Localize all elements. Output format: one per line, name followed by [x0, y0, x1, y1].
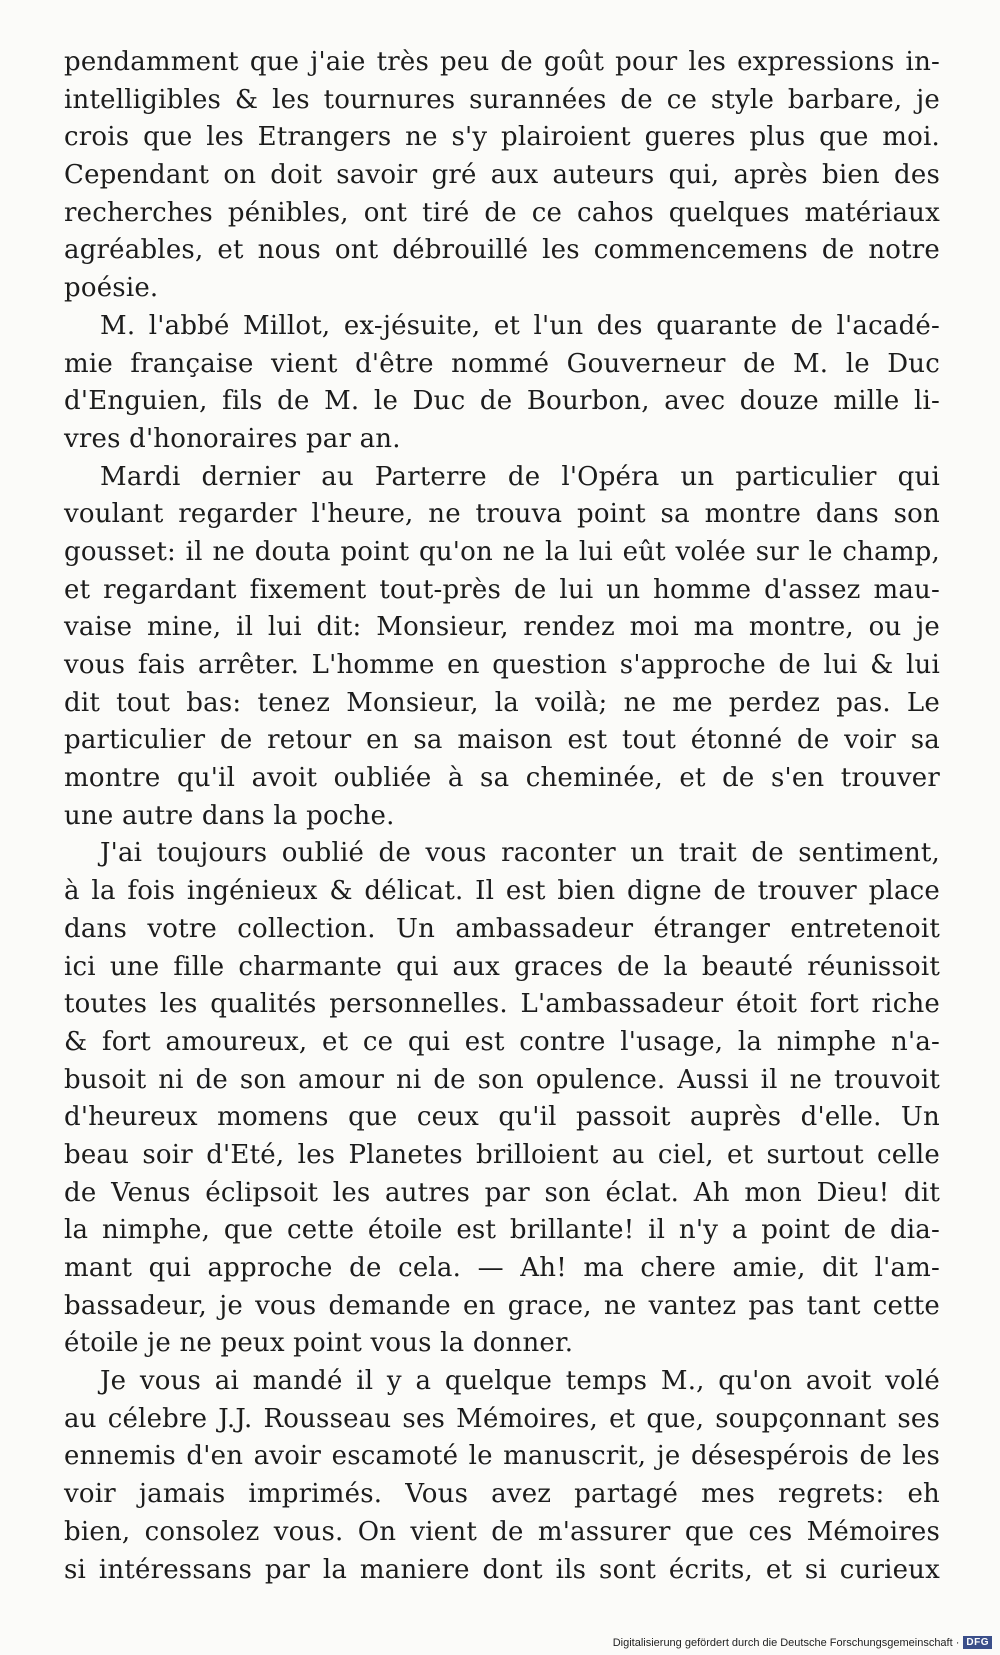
text-line: & fort amoureux, et ce qui est contre l'usage, la nimphe n'a-: [64, 1026, 940, 1057]
credit-text: Digitalisierung gefördert durch die Deutsche Forschungsgemeinschaft ·: [612, 1636, 960, 1649]
text-line: au célebre J.J. Rousseau ses Mémoires, et que, soupçonnant ses: [64, 1403, 940, 1434]
text-line: busoit ni de son amour ni de son opulence. Aussi il ne trouvoit: [64, 1064, 940, 1095]
text-line: mie française vient d'être nommé Gouverneur de M. le Duc: [64, 348, 940, 379]
text-line: voir jamais imprimés. Vous avez partagé mes regrets: eh: [64, 1479, 940, 1510]
text-line: étoile je ne peux point vous la donner.: [64, 1328, 574, 1359]
text-line: recherches pénibles, ont tiré de ce cahos quelques matériaux: [64, 197, 940, 228]
text-line: poésie.: [64, 273, 159, 304]
text-line: voulant regarder l'heure, ne trouva point sa montre dans son: [64, 499, 940, 530]
text-line: ici une fille charmante qui aux graces de la beauté réunissoit: [64, 951, 940, 982]
text-line: agréables, et nous ont débrouillé les commencemens de notre: [64, 235, 940, 266]
text-line: ennemis d'en avoir escamoté le manuscrit, je désespérois de les: [64, 1441, 940, 1472]
text-line: dans votre collection. Un ambassadeur étranger entretenoit: [64, 913, 940, 944]
text-line: à la fois ingénieux & délicat. Il est bien digne de trouver place: [64, 876, 940, 907]
text-line: dit tout bas: tenez Monsieur, la voilà; ne me perdez pas. Le: [64, 687, 940, 718]
text-line: de Venus éclipsoit les autres par son éclat. Ah mon Dieu! dit: [64, 1177, 940, 1208]
text-line: Je vous ai mandé il y a quelque temps M., qu'on avoit volé: [100, 1366, 940, 1397]
text-line: vous fais arrêter. L'homme en question s'approche de lui & lui: [64, 650, 940, 680]
text-line: vres d'honoraires par an.: [64, 423, 401, 454]
text-line: montre qu'il avoit oubliée à sa cheminée, et de s'en trouver: [64, 763, 940, 794]
text-line: particulier de retour en sa maison est tout étonné de voir sa: [64, 725, 940, 756]
text-line: gousset: il ne douta point qu'on ne la lui eût volée sur le champ,: [64, 536, 940, 567]
text-line: mant qui approche de cela. — Ah! ma chere amie, dit l'am-: [64, 1253, 940, 1283]
text-line: Mardi dernier au Parterre de l'Opéra un particulier qui: [100, 461, 940, 492]
text-line: intelligibles & les tournures surannées de ce style barbare, je: [64, 84, 940, 115]
text-line: et regardant fixement tout-près de lui un homme d'assez mau-: [64, 574, 940, 605]
text-line: toutes les qualités personnelles. L'ambassadeur étoit fort riche: [64, 989, 940, 1020]
text-line: M. l'abbé Millot, ex-jésuite, et l'un des quarante de l'acadé-: [100, 310, 940, 341]
dfg-logo: DFG: [963, 1636, 992, 1649]
text-line: beau soir d'Eté, les Planetes brilloient au ciel, et surtout celle: [64, 1139, 940, 1170]
text-line: bien, consolez vous. On vient de m'assurer que ces Mémoires: [64, 1516, 940, 1547]
text-line: Cependant on doit savoir gré aux auteurs qui, après bien des: [64, 160, 940, 191]
text-line: si intéressans par la maniere dont ils sont écrits, et si curieux: [64, 1554, 940, 1585]
digitization-credit: [613, 1636, 992, 1649]
text-line: J'ai toujours oublié de vous raconter un trait de sentiment,: [100, 838, 940, 869]
page-text: [64, 44, 940, 1589]
text-line: vaise mine, il lui dit: Monsieur, rendez moi ma montre, ou je: [64, 612, 940, 643]
text-line: d'heureux momens que ceux qu'il passoit auprès d'elle. Un: [64, 1102, 940, 1133]
text-line: la nimphe, que cette étoile est brillante! il n'y a point de dia-: [64, 1215, 940, 1246]
text-line: d'Enguien, fils de M. le Duc de Bourbon, avec douze mille li-: [64, 386, 940, 417]
text-line: crois que les Etrangers ne s'y plairoient gueres plus que moi.: [64, 122, 940, 153]
text-line: une autre dans la poche.: [64, 800, 395, 831]
text-line: bassadeur, je vous demande en grace, ne vantez pas tant cette: [64, 1290, 940, 1321]
text-line: pendamment que j'aie très peu de goût pour les expressions in-: [64, 47, 940, 77]
